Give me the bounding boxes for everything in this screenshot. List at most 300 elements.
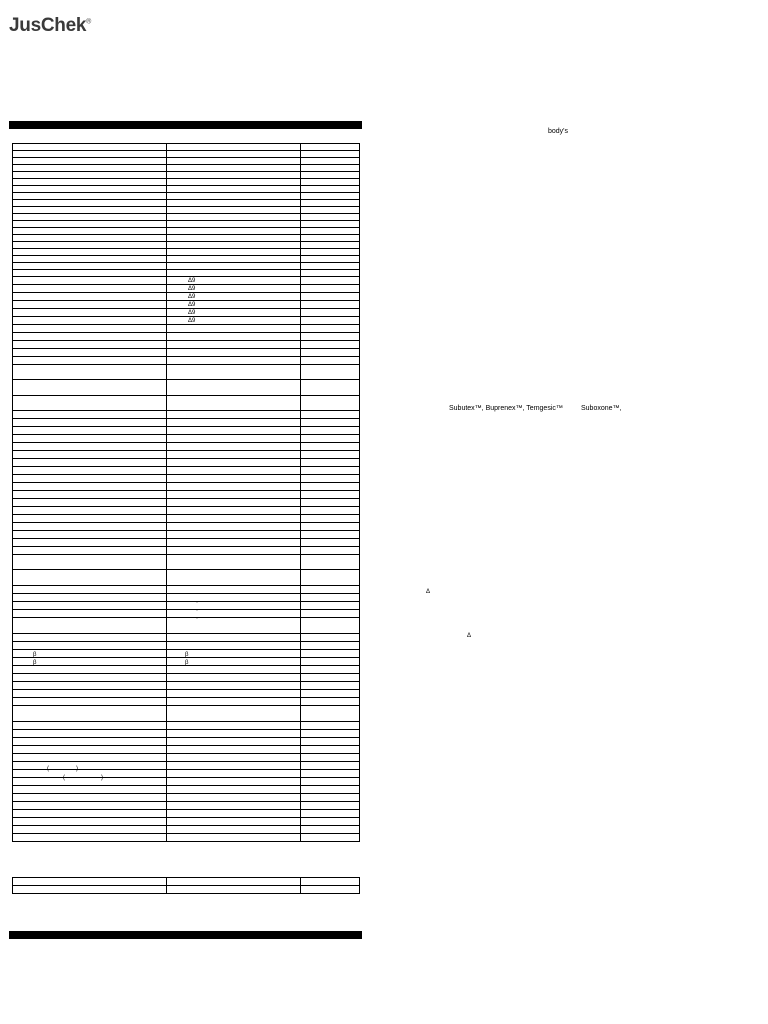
table-row — [13, 610, 360, 618]
table-row — [13, 722, 360, 730]
table-row — [13, 602, 360, 610]
table-cell — [301, 778, 360, 786]
dot-mark: · — [196, 600, 198, 606]
table-row — [13, 249, 360, 256]
table-cell — [13, 349, 167, 357]
table-row — [13, 380, 360, 396]
table-row — [13, 586, 360, 594]
table-row — [13, 158, 360, 165]
table-cell — [301, 698, 360, 706]
table-cell — [167, 301, 301, 309]
table-cell — [301, 547, 360, 555]
table-row — [13, 341, 360, 349]
table-row — [13, 594, 360, 602]
table-row — [13, 419, 360, 427]
table-row — [13, 365, 360, 380]
table-cell — [301, 443, 360, 451]
paren-open-mark: ( — [63, 775, 65, 781]
table-cell — [167, 396, 301, 411]
table-row — [13, 165, 360, 172]
dot-mark: · — [196, 608, 198, 614]
table-cell — [301, 826, 360, 834]
table-cell — [167, 886, 301, 894]
table-cell — [301, 165, 360, 172]
table-cell — [13, 249, 167, 256]
table-cell — [167, 618, 301, 634]
table-cell — [13, 738, 167, 746]
table-row — [13, 293, 360, 301]
table-cell — [167, 427, 301, 435]
table-cell — [13, 467, 167, 475]
table-row — [13, 451, 360, 459]
table-cell — [167, 144, 301, 151]
table-cell — [301, 794, 360, 802]
table-cell — [301, 886, 360, 894]
table-cell — [167, 834, 301, 842]
table-row — [13, 491, 360, 499]
table-cell — [167, 555, 301, 570]
table-cell — [167, 674, 301, 682]
table-cell — [301, 555, 360, 570]
table-row — [13, 277, 360, 285]
table-row — [13, 826, 360, 834]
table-cell — [167, 249, 301, 256]
table-row — [13, 818, 360, 826]
table-cell — [13, 221, 167, 228]
table-cell — [301, 263, 360, 270]
table-cell — [301, 818, 360, 826]
table-row — [13, 228, 360, 235]
table-cell — [13, 263, 167, 270]
table-cell — [301, 333, 360, 341]
table-cell — [13, 483, 167, 491]
table-row — [13, 151, 360, 158]
table-cell — [301, 242, 360, 249]
table-cell — [167, 285, 301, 293]
table-cell — [13, 193, 167, 200]
brand-names-text: Subutex™, Buprenex™, Temgesic™ — [449, 405, 563, 412]
table-cell — [167, 706, 301, 722]
table-cell — [167, 507, 301, 515]
table-cell — [167, 762, 301, 770]
table-cell — [301, 483, 360, 491]
table-row — [13, 642, 360, 650]
table-row — [13, 179, 360, 186]
table-row — [13, 794, 360, 802]
table-row — [13, 555, 360, 570]
table-cell — [13, 309, 167, 317]
delta-mark-right: Δ — [467, 633, 472, 639]
table-cell — [301, 738, 360, 746]
table-cell — [167, 325, 301, 333]
table-cell — [301, 172, 360, 179]
table-row — [13, 762, 360, 770]
table-cell — [301, 435, 360, 443]
table-cell — [167, 826, 301, 834]
table-row — [13, 435, 360, 443]
table-cell — [13, 419, 167, 427]
table-cell — [167, 270, 301, 277]
table-cell — [167, 333, 301, 341]
table-cell — [167, 586, 301, 594]
table-cell — [301, 658, 360, 666]
table-cell — [13, 810, 167, 818]
suboxone-text: Suboxone™, — [581, 405, 622, 412]
table-cell — [13, 270, 167, 277]
table-cell — [301, 301, 360, 309]
table-cell — [167, 357, 301, 365]
table-cell — [13, 531, 167, 539]
table-cell — [13, 214, 167, 221]
table-cell — [167, 523, 301, 531]
table-cell — [301, 722, 360, 730]
table-cell — [301, 706, 360, 722]
paren-open-mark: ( — [47, 766, 49, 772]
table-row — [13, 193, 360, 200]
table-cell — [167, 451, 301, 459]
table-row — [13, 475, 360, 483]
table-cell — [301, 618, 360, 634]
table-cell — [13, 158, 167, 165]
table-cell — [167, 698, 301, 706]
table-row — [13, 459, 360, 467]
table-row — [13, 618, 360, 634]
table-cell — [167, 475, 301, 483]
table-cell — [167, 179, 301, 186]
table-cell — [167, 770, 301, 778]
table-cell — [13, 778, 167, 786]
table-cell — [301, 690, 360, 698]
table-row — [13, 539, 360, 547]
table-cell — [13, 722, 167, 730]
table-row — [13, 698, 360, 706]
table-cell — [167, 602, 301, 610]
table-cell — [13, 499, 167, 507]
table-cell — [301, 499, 360, 507]
table-cell — [167, 738, 301, 746]
table-cell — [301, 214, 360, 221]
table-cell — [167, 309, 301, 317]
table-row — [13, 200, 360, 207]
table-cell — [301, 317, 360, 325]
table-cell — [167, 365, 301, 380]
table-cell — [167, 794, 301, 802]
table-cell — [167, 730, 301, 738]
table-cell — [167, 380, 301, 396]
table-cell — [167, 491, 301, 499]
table-row — [13, 810, 360, 818]
table-cell — [13, 491, 167, 499]
table-row — [13, 333, 360, 341]
table-cell — [167, 221, 301, 228]
table-cell — [167, 459, 301, 467]
table-cell — [167, 878, 301, 886]
table-cell — [167, 214, 301, 221]
table-row — [13, 547, 360, 555]
table-row — [13, 144, 360, 151]
table-cell — [301, 570, 360, 586]
table-cell — [167, 467, 301, 475]
table-cell — [167, 754, 301, 762]
table-cell — [13, 427, 167, 435]
table-cell — [167, 690, 301, 698]
table-cell — [301, 309, 360, 317]
table-cell — [13, 228, 167, 235]
table-cell — [167, 746, 301, 754]
table-cell — [301, 491, 360, 499]
table-cell — [301, 249, 360, 256]
table-cell — [301, 451, 360, 459]
table-cell — [301, 151, 360, 158]
table-row — [13, 186, 360, 193]
table-cell — [301, 650, 360, 658]
table-cell — [13, 754, 167, 762]
table-row — [13, 172, 360, 179]
table-cell — [301, 380, 360, 396]
table-cell — [301, 285, 360, 293]
paren-close-mark: ) — [101, 775, 103, 781]
table-cell — [13, 172, 167, 179]
table-row — [13, 301, 360, 309]
table-cell — [13, 207, 167, 214]
table-cell — [301, 158, 360, 165]
table-cell — [13, 802, 167, 810]
table-cell — [13, 459, 167, 467]
table-cell — [301, 277, 360, 285]
table-cell — [167, 277, 301, 285]
table-row — [13, 690, 360, 698]
table-row — [13, 207, 360, 214]
table-cell — [167, 610, 301, 618]
table-cell — [301, 270, 360, 277]
table-cell — [301, 682, 360, 690]
table-row — [13, 427, 360, 435]
table-cell — [301, 207, 360, 214]
delta9-mark: Δ9 — [188, 318, 196, 324]
table-cell — [13, 586, 167, 594]
summary-table — [12, 877, 360, 894]
table-cell — [13, 357, 167, 365]
table-cell — [13, 179, 167, 186]
table-cell — [13, 242, 167, 249]
table-cell — [13, 690, 167, 698]
table-cell — [301, 200, 360, 207]
table-cell — [13, 794, 167, 802]
table-cell — [13, 380, 167, 396]
table-cell — [301, 293, 360, 301]
table-cell — [301, 186, 360, 193]
table-cell — [167, 810, 301, 818]
table-cell — [167, 341, 301, 349]
table-cell — [301, 594, 360, 602]
table-cell — [13, 144, 167, 151]
table-cell — [13, 277, 167, 285]
section-rule-top — [9, 121, 362, 129]
table-row — [13, 221, 360, 228]
table-cell — [167, 818, 301, 826]
table-cell — [167, 242, 301, 249]
table-row — [13, 483, 360, 491]
delta9-mark: Δ9 — [188, 294, 196, 300]
table-row — [13, 214, 360, 221]
table-cell — [13, 451, 167, 459]
delta9-mark: Δ9 — [188, 310, 196, 316]
table-cell — [167, 151, 301, 158]
table-cell — [13, 610, 167, 618]
table-cell — [13, 411, 167, 419]
table-row — [13, 754, 360, 762]
table-cell — [13, 285, 167, 293]
table-row — [13, 834, 360, 842]
paren-close-mark: ) — [76, 766, 78, 772]
table-cell — [301, 810, 360, 818]
table-cell — [13, 786, 167, 794]
table-cell — [301, 475, 360, 483]
table-cell — [167, 228, 301, 235]
table-row — [13, 570, 360, 586]
table-cell — [301, 325, 360, 333]
table-cell — [13, 301, 167, 309]
table-cell — [301, 531, 360, 539]
delta9-mark: Δ9 — [188, 286, 196, 292]
table-cell — [301, 357, 360, 365]
table-cell — [13, 325, 167, 333]
table-cell — [167, 722, 301, 730]
table-cell — [167, 483, 301, 491]
table-cell — [167, 802, 301, 810]
table-row — [13, 738, 360, 746]
table-row — [13, 674, 360, 682]
table-cell — [301, 754, 360, 762]
table-cell — [167, 419, 301, 427]
beta-mark: β — [33, 660, 37, 666]
table-row — [13, 802, 360, 810]
table-cell — [301, 786, 360, 794]
table-row — [13, 706, 360, 722]
beta-mark: β — [185, 660, 189, 666]
table-cell — [13, 443, 167, 451]
table-cell — [301, 666, 360, 674]
table-row — [13, 886, 360, 894]
table-cell — [13, 396, 167, 411]
table-cell — [301, 179, 360, 186]
table-cell — [167, 411, 301, 419]
table-cell — [301, 802, 360, 810]
table-cell — [301, 878, 360, 886]
table-cell — [13, 256, 167, 263]
table-cell — [167, 515, 301, 523]
table-cell — [167, 547, 301, 555]
table-row — [13, 411, 360, 419]
table-row — [13, 357, 360, 365]
table-cell — [13, 878, 167, 886]
table-cell — [301, 642, 360, 650]
beta-mark: β — [33, 652, 37, 658]
table-cell — [167, 682, 301, 690]
table-cell — [301, 411, 360, 419]
table-row — [13, 396, 360, 411]
table-cell — [301, 523, 360, 531]
table-cell — [167, 172, 301, 179]
table-cell — [301, 730, 360, 738]
table-cell — [13, 746, 167, 754]
table-row — [13, 878, 360, 886]
table-cell — [301, 349, 360, 357]
delta-mark-right: Δ — [426, 589, 431, 595]
table-cell — [301, 770, 360, 778]
table-cell — [13, 186, 167, 193]
table-row — [13, 285, 360, 293]
table-cell — [167, 634, 301, 642]
table-cell — [301, 341, 360, 349]
table-cell — [301, 507, 360, 515]
table-row — [13, 507, 360, 515]
table-row — [13, 317, 360, 325]
table-cell — [301, 256, 360, 263]
table-cell — [301, 221, 360, 228]
table-row — [13, 443, 360, 451]
table-row — [13, 682, 360, 690]
logo: JusChek® — [9, 15, 91, 36]
table-row — [13, 634, 360, 642]
table-cell — [167, 200, 301, 207]
table-cell — [13, 834, 167, 842]
table-cell — [301, 762, 360, 770]
table-cell — [13, 706, 167, 722]
table-cell — [13, 151, 167, 158]
table-cell — [13, 523, 167, 531]
table-cell — [13, 341, 167, 349]
table-row — [13, 242, 360, 249]
table-cell — [13, 515, 167, 523]
table-row — [13, 523, 360, 531]
table-cell — [167, 256, 301, 263]
table-cell — [13, 642, 167, 650]
dot-mark: · — [196, 616, 198, 622]
table-row — [13, 730, 360, 738]
table-cell — [301, 419, 360, 427]
table-cell — [167, 594, 301, 602]
table-cell — [13, 539, 167, 547]
table-cell — [301, 467, 360, 475]
table-cell — [167, 317, 301, 325]
table-cell — [13, 886, 167, 894]
table-cell — [301, 228, 360, 235]
table-cell — [301, 427, 360, 435]
table-cell — [13, 594, 167, 602]
delta9-mark: Δ9 — [188, 302, 196, 308]
table-cell — [13, 547, 167, 555]
table-cell — [13, 507, 167, 515]
table-cell — [301, 515, 360, 523]
table-row — [13, 531, 360, 539]
table-row — [13, 256, 360, 263]
table-row — [13, 467, 360, 475]
table-cell — [13, 435, 167, 443]
table-cell — [13, 634, 167, 642]
table-cell — [167, 435, 301, 443]
table-row — [13, 309, 360, 317]
table-cell — [13, 818, 167, 826]
table-row — [13, 786, 360, 794]
table-cell — [301, 539, 360, 547]
table-cell — [301, 746, 360, 754]
bodys-text: body's — [548, 128, 569, 135]
table-cell — [167, 531, 301, 539]
section-rule-bottom — [9, 931, 362, 939]
table-row — [13, 235, 360, 242]
table-cell — [301, 602, 360, 610]
